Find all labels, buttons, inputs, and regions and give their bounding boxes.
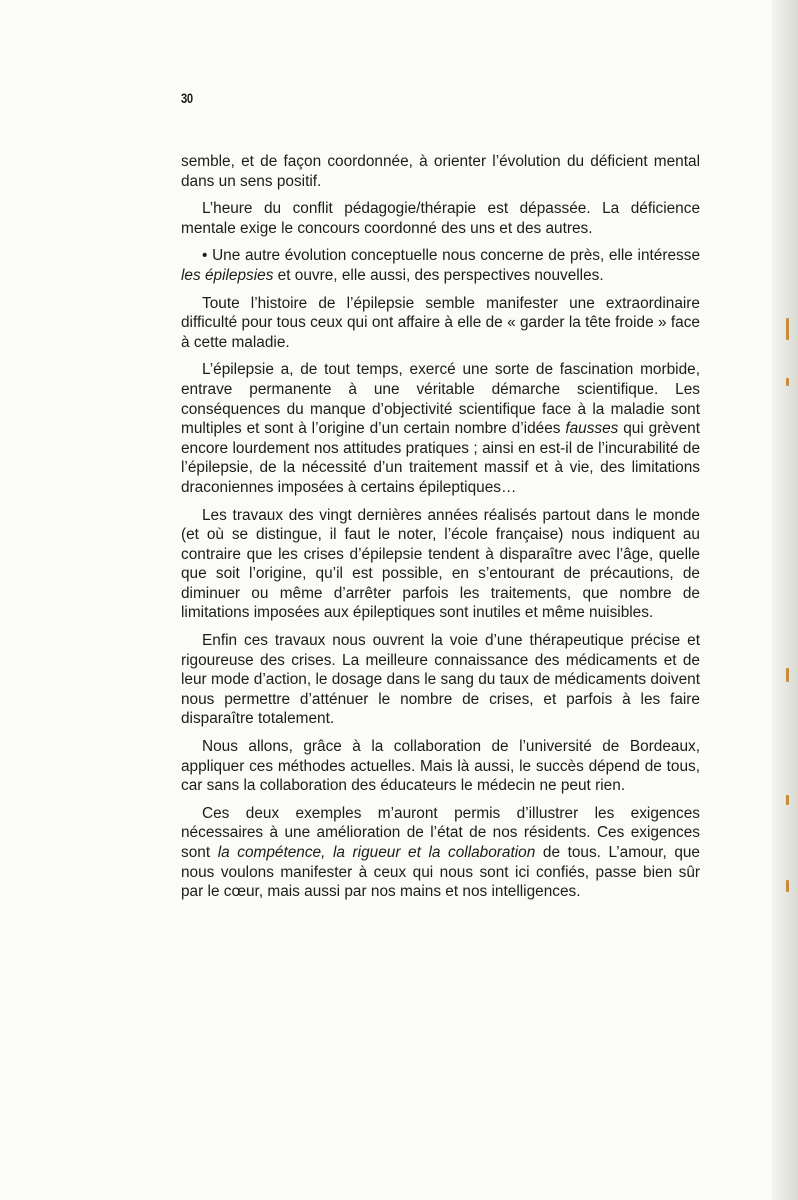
text-segment: Ces deux exemples m’auront permis d’illustrer les exigences nécessaires à une amélioration de l’état de nos résidents. Ces exigences sont	[181, 804, 700, 861]
paragraph	[181, 294, 700, 353]
text-segment: • Une autre évolution conceptuelle nous concerne de près, elle intéresse	[202, 247, 700, 265]
text-segment: Les travaux des vingt dernières années réalisés partout dans le monde (et où se distingue, il faut le noter, l’école française) nous indiquent au contraire que les crises d’épilepsie tendent à disparaître avec l’âge, quelle que soit l’origine, qu’il est possible, en s’entourant de précautions, de diminuer ou même d’arrêter parfois les traitements, que nombre de limitations imposées aux épileptiques sont inutiles et même nuisibles.	[181, 506, 700, 622]
text-segment: L’épilepsie a, de tout temps, exercé une sorte de fascination morbide, entrave permanente à une véritable démarche scientifique. Les conséquences du manque d’objectivité scientifique face à la maladie sont multiples et sont à l’origine d’un certain nombre d’idées	[181, 361, 700, 438]
paragraph	[181, 631, 700, 729]
page-number: 30	[181, 90, 193, 106]
edge-mark	[786, 795, 789, 805]
paragraph	[181, 737, 700, 796]
edge-mark	[786, 880, 789, 892]
paragraph	[181, 152, 700, 191]
text-segment: qui grèvent encore lourdement nos attitudes pratiques ; ainsi en est-il de l’incurabilité de l’épilepsie, de la nécessité d’un traitement massif et à vie, des limitations draconiennes imposées à certains épileptiques…	[181, 420, 700, 496]
paragraph	[181, 506, 700, 624]
paragraph	[181, 804, 700, 902]
text-segment: Toute l’histoire de l’épilepsie semble manifester une extraordinaire difficulté pour tous ceux qui ont affaire à elle de « garder la tête froide » face à cette maladie.	[181, 294, 700, 351]
paragraph	[181, 360, 700, 497]
text-segment: L’heure du conflit pédagogie/thérapie est dépassée. La déficience mentale exige le concours coordonné des uns et des autres.	[181, 200, 700, 237]
italic-text-segment: les épilepsies	[181, 266, 274, 284]
page-edge-shadow	[772, 0, 798, 1200]
text-segment: semble, et de façon coordonnée, à orienter l’évolution du déficient mental dans un sens positif.	[181, 153, 700, 190]
body-text	[181, 152, 700, 910]
text-segment: de tous. L’amour, que nous voulons manifester à ceux qui nous sont ici confiés, passe bien sûr par le cœur, mais aussi par nos mains et nos intelligences.	[181, 844, 700, 901]
paragraph	[181, 199, 700, 238]
text-segment: et ouvre, elle aussi, des perspectives nouvelles.	[273, 266, 604, 284]
italic-text-segment: la compétence, la rigueur et la collaboration	[217, 844, 536, 861]
text-segment: Nous allons, grâce à la collaboration de l’université de Bordeaux, appliquer ces méthodes actuelles. Mais là aussi, le succès dépend de tous, car sans la collaboration des éducateurs le médecin ne peut rien.	[181, 738, 700, 795]
italic-text-segment: fausses	[565, 420, 619, 438]
edge-mark	[786, 378, 789, 386]
edge-mark	[786, 318, 789, 340]
paragraph	[181, 246, 700, 285]
edge-mark	[786, 668, 789, 682]
text-segment: Enfin ces travaux nous ouvrent la voie d’une thérapeutique précise et rigoureuse des crises. La meilleure connaissance des médicaments et de leur mode d’action, le dosage dans le sang du taux de médicaments doivent nous permettre d’atténuer le nombre de crises, et parfois à les faire disparaître totalement.	[181, 632, 700, 728]
